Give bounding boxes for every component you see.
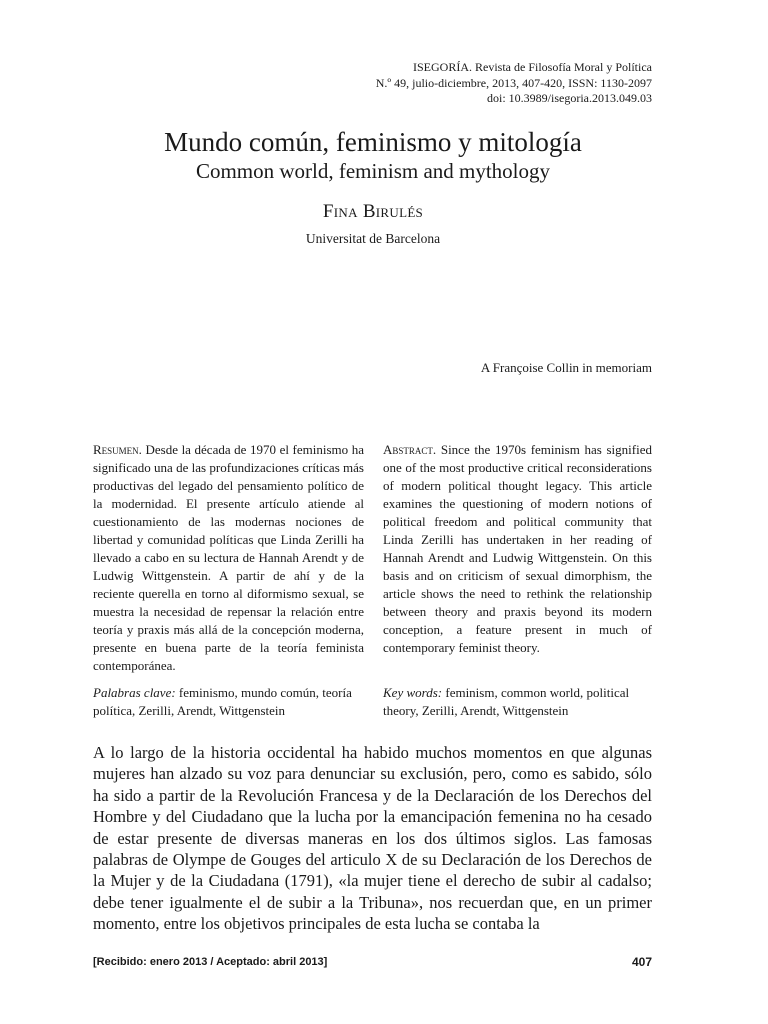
key-words-text: feminism, common world, political theory, Zerilli, Arendt, Wittgenstein: [383, 685, 630, 718]
resumen-label: Resumen.: [93, 442, 142, 457]
key-words-label: Key words:: [383, 685, 443, 700]
article-title-english: Common world, feminism and mythology: [195, 159, 551, 183]
author-name: Fina Birulés: [322, 201, 424, 222]
resumen-block: [93, 441, 364, 675]
journal-header: [232, 60, 652, 107]
page-number: 407: [631, 955, 652, 969]
journal-issue: N.º 49, julio-diciembre, 2013, 407-420, ISSN: 1130-2097: [375, 75, 652, 90]
abstract-label: Abstract.: [383, 442, 437, 457]
key-words: [383, 684, 652, 720]
journal-doi: doi: 10.3989/isegoria.2013.049.03: [487, 91, 652, 105]
dedication: A Françoise Collin in memoriam: [480, 360, 652, 375]
body-text: [93, 742, 652, 935]
abstract-block: [383, 441, 652, 657]
journal-name: ISEGORÍA. Revista de Filosofía Moral y Política: [413, 60, 652, 74]
palabras-clave-text: feminismo, mundo común, teoría política, Zerilli, Arendt, Wittgenstein: [93, 685, 352, 718]
resumen-text: Desde la década de 1970 el feminismo ha significado una de las profundizaciones críticas más productivas del legado del pensamiento político de la modernidad. El presente artículo atiende al cuestionamiento de las modernas nociones de libertad y comunidad políticas que Linda Zerilli ha llevado a cabo en su lectura de Hannah Arendt y de Ludwig Wittgenstein. A partir de ahí y de la reciente querella en torno al diformismo sexual, se muestra la necesidad de repensar la relación entre teoría y praxis más allá de la concepción moderna, presente en buena parte de la teoría feminista contemporánea.: [93, 442, 364, 673]
palabras-clave: [93, 684, 364, 720]
author-affiliation: Universitat de Barcelona: [305, 231, 441, 246]
article-title-spanish: Mundo común, feminismo y mitología: [164, 127, 582, 157]
palabras-clave-label: Palabras clave:: [93, 685, 176, 700]
received-accepted-dates: [Recibido: enero 2013 / Aceptado: abril 2013]: [93, 956, 328, 968]
body-paragraph: A lo largo de la historia occidental ha habido muchos momentos en que algunas mujeres han alzado su voz para denunciar su exclusión, pero, como es sabido, sólo ha sido a partir de la Revolución Francesa y de la Declaración de los Derechos del Hombre y del Ciudadano que la lucha por la emancipación femenina no ha cesado de estar presente de diversas maneras en los dos últimos siglos. Las famosas palabras de Olympe de Gouges del articulo X de su Declaración de los Derechos de la Mujer y de la Ciudadana (1791), «la mujer tiene el derecho de subir al cadalso; debe tener igualmente el de subir a la Tribuna», nos recuerdan que, en un primer momento, entre los objetivos principales de esta lucha se contaba la: [93, 743, 652, 934]
abstract-text: Since the 1970s feminism has signified one of the most productive critical reconsiderations of modern political thought legacy. This article examines the questioning of modern notions of political freedom and political community that Linda Zerilli has undertaken in her reading of Hannah Arendt and Ludwig Wittgenstein. On this basis and on criticism of sexual dimorphism, the article shows the need to rethink the relationship between theory and praxis beyond its modern conception, a feature present in much of contemporary feminist theory.: [383, 442, 652, 655]
